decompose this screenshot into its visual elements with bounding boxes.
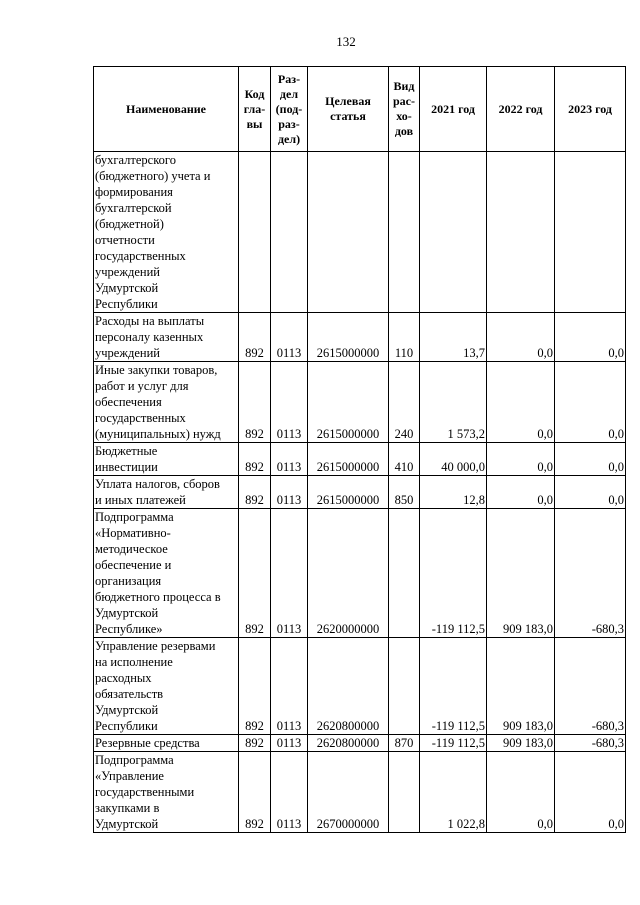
name-line: «Нормативно- [95,526,171,540]
header-section: Раз- дел (под- раз- дел) [271,67,308,152]
table-row [94,735,626,752]
cell-code [239,152,271,313]
cell-2022: 909 183,0 [487,509,555,638]
cell-2022: 0,0 [487,362,555,443]
budget-table [93,66,626,833]
name-line: обеспечения [95,395,162,409]
table-row [94,443,626,476]
name-line: методическое [95,542,168,556]
cell-name [94,735,239,752]
table-row [94,752,626,833]
cell-section: 0113 [271,735,308,752]
name-line: Управление резервами [95,639,216,653]
name-line: Республики [95,719,158,733]
cell-2021: 12,8 [420,476,487,509]
header-2021: 2021 год [420,67,487,152]
cell-type: 110 [389,313,420,362]
cell-code: 892 [239,752,271,833]
name-line: (бюджетной) [95,217,164,231]
cell-2022: 0,0 [487,752,555,833]
cell-2023: -680,3 [555,735,626,752]
cell-target: 2615000000 [308,443,389,476]
cell-type: 410 [389,443,420,476]
header-type: Вид рас- хо- дов [389,67,420,152]
cell-2023: 0,0 [555,443,626,476]
name-line: бухгалтерского [95,153,176,167]
name-line: Республике» [95,622,163,636]
cell-section: 0113 [271,509,308,638]
name-line: Иные закупки товаров, [95,363,218,377]
name-line: государственными [95,785,195,799]
cell-type: 850 [389,476,420,509]
cell-2021: -119 112,5 [420,638,487,735]
name-line: Республики [95,297,158,311]
name-line: государственных [95,411,186,425]
name-line: работ и услуг для [95,379,189,393]
name-line: Расходы на выплаты [95,314,205,328]
name-line: Подпрограмма [95,753,174,767]
cell-type [389,638,420,735]
cell-section: 0113 [271,362,308,443]
name-line: Подпрограмма [95,510,174,524]
name-line: организация [95,574,162,588]
cell-type [389,509,420,638]
cell-2022: 0,0 [487,443,555,476]
cell-2021: 1 022,8 [420,752,487,833]
cell-2021: 1 573,2 [420,362,487,443]
name-line: (бюджетного) учета и [95,169,211,183]
name-line: государственных [95,249,186,263]
name-line: Удмуртской [95,281,159,295]
cell-target: 2620800000 [308,638,389,735]
cell-2023: 0,0 [555,313,626,362]
page-number: 132 [336,34,356,49]
table-row [94,313,626,362]
name-line: учреждений [95,346,160,360]
cell-section: 0113 [271,443,308,476]
cell-target: 2620000000 [308,509,389,638]
name-line: Удмуртской [95,817,159,831]
cell-name [94,152,239,313]
cell-target [308,152,389,313]
name-line: Удмуртской [95,606,159,620]
header-name: Наименование [94,67,239,152]
name-line: бухгалтерской [95,201,172,215]
cell-type: 240 [389,362,420,443]
cell-code: 892 [239,362,271,443]
name-line: «Управление [95,769,164,783]
cell-2022 [487,152,555,313]
cell-type [389,752,420,833]
name-line: учреждений [95,265,160,279]
cell-target: 2615000000 [308,476,389,509]
header-2022: 2022 год [487,67,555,152]
name-line: на исполнение [95,655,173,669]
cell-code: 892 [239,443,271,476]
cell-2023: 0,0 [555,362,626,443]
cell-code: 892 [239,476,271,509]
cell-name [94,509,239,638]
cell-target: 2615000000 [308,362,389,443]
name-line: (муниципальных) нужд [95,427,221,441]
cell-type: 870 [389,735,420,752]
cell-code: 892 [239,638,271,735]
cell-code: 892 [239,509,271,638]
table-row [94,152,626,313]
name-line: обеспечение и [95,558,172,572]
cell-target: 2615000000 [308,313,389,362]
header-target: Целевая статья [308,67,389,152]
cell-section [271,152,308,313]
table-header-row [94,67,626,152]
cell-2022: 0,0 [487,313,555,362]
table-row [94,362,626,443]
cell-2023: 0,0 [555,476,626,509]
cell-2021: 13,7 [420,313,487,362]
cell-section: 0113 [271,638,308,735]
cell-target: 2620800000 [308,735,389,752]
cell-name [94,362,239,443]
cell-name [94,752,239,833]
name-line: формирования [95,185,173,199]
cell-type [389,152,420,313]
name-line: отчетности [95,233,155,247]
table-row [94,509,626,638]
header-2023: 2023 год [555,67,626,152]
cell-code: 892 [239,735,271,752]
cell-section: 0113 [271,476,308,509]
cell-name [94,638,239,735]
header-code: Код гла- вы [239,67,271,152]
name-line: Бюджетные [95,444,158,458]
cell-2021: -119 112,5 [420,509,487,638]
cell-name [94,443,239,476]
cell-2023: -680,3 [555,638,626,735]
cell-section: 0113 [271,313,308,362]
name-line: Уплата налогов, сборов [95,477,220,491]
cell-2021: 40 000,0 [420,443,487,476]
cell-target: 2670000000 [308,752,389,833]
cell-2022: 0,0 [487,476,555,509]
table-row [94,476,626,509]
cell-name [94,476,239,509]
name-line: инвестиции [95,460,158,474]
name-line: Резервные средства [95,736,200,750]
cell-2021: -119 112,5 [420,735,487,752]
name-line: обязательств [95,687,164,701]
cell-2022: 909 183,0 [487,735,555,752]
cell-2021 [420,152,487,313]
name-line: бюджетного процесса в [95,590,221,604]
cell-2023 [555,152,626,313]
cell-2023: -680,3 [555,509,626,638]
cell-section: 0113 [271,752,308,833]
table-row [94,638,626,735]
cell-2022: 909 183,0 [487,638,555,735]
cell-name [94,313,239,362]
cell-code: 892 [239,313,271,362]
cell-2023: 0,0 [555,752,626,833]
name-line: расходных [95,671,152,685]
name-line: Удмуртской [95,703,159,717]
name-line: закупками в [95,801,160,815]
name-line: персоналу казенных [95,330,204,344]
name-line: и иных платежей [95,493,186,507]
